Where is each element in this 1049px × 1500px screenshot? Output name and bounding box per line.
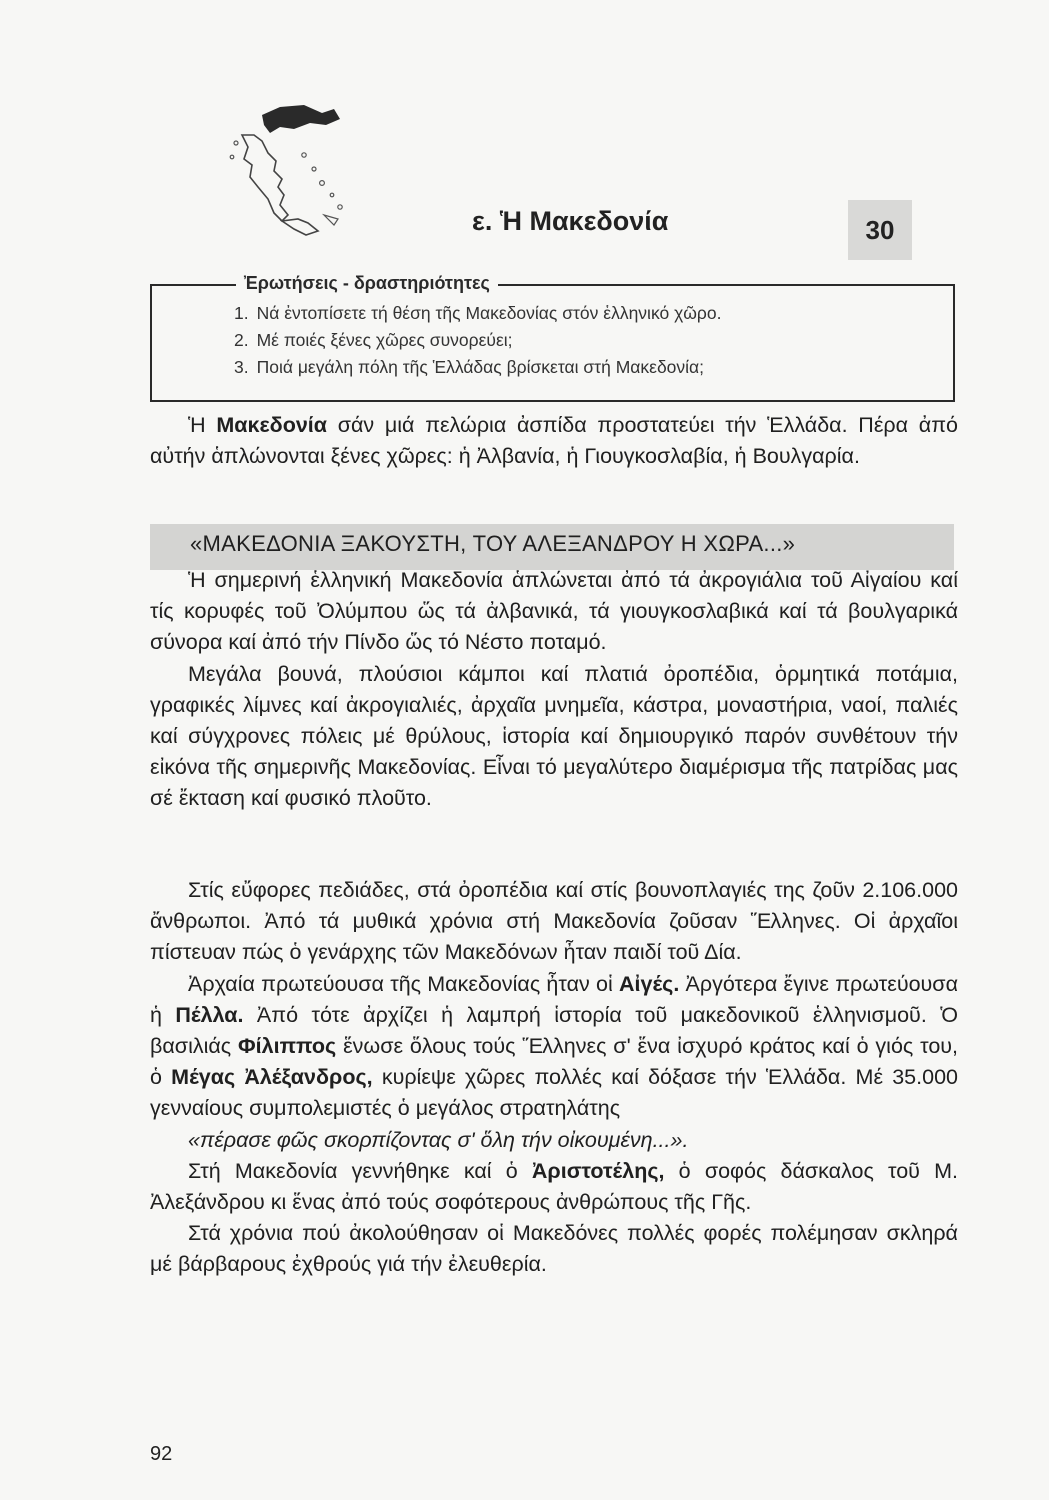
paragraph: Ἡ σημερινή ἑλληνική Μακεδονία ἁπλώνεται ἀπό τά ἀκρογιάλια τοῦ Αἰγαίου καί τίς κορυφές τοῦ Ὀλύμπου ὥς τά ἀλβανικά, τά γιουγκοσλαβικά καί τά βουλγαρικά σύνορα καί ἀπό τήν Πίνδο ὥς τό Νέστο ποταμό. xyxy=(150,568,958,655)
question-item: 3. Ποιά μεγάλη πόλη τῆς Ἑλλάδας βρίσκεται στή Μακεδονία; xyxy=(234,357,705,377)
questions-box xyxy=(150,273,955,402)
body-text-2 xyxy=(150,875,958,1281)
questions-heading: Ἐρωτήσεις - δραστηριότητες xyxy=(236,273,498,294)
greece-map-icon xyxy=(222,95,362,245)
section-heading: «ΜΑΚΕΔΟΝΙΑ ΞΑΚΟΥΣΤΗ, ΤΟΥ ΑΛΕΞΑΝΔΡΟΥ Η ΧΩΡΑ...» xyxy=(190,531,796,556)
lesson-title: ε. Ἡ Μακεδονία xyxy=(472,206,669,236)
quote: «πέρασε φῶς σκορπίζοντας σ' ὅλη τήν οἰκουμένη...». xyxy=(188,1127,689,1152)
question-item: 2. Μέ ποιές ξένες χῶρες συνορεύει; xyxy=(234,330,513,350)
question-item: 1. Νά ἐντοπίσετε τή θέση τῆς Μακεδονίας στόν ἑλληνικό χῶρο. xyxy=(234,303,722,323)
paragraph: Στίς εὔφορες πεδιάδες, στά ὀροπέδια καί στίς βουνοπλαγιές της ζοῦν 2.106.000 ἄνθρωποι. Ἀπό τά μυθικά χρόνια στή Μακεδονία ζοῦσαν Ἕλληνες. Οἱ ἀρχαῖοι πίστευαν πώς ὁ γενάρχης τῶν Μακεδόνων ἦταν παιδί τοῦ Δία. xyxy=(150,878,958,965)
body-text-1 xyxy=(150,565,958,815)
paragraph: Στά χρόνια πού ἀκολούθησαν οἱ Μακεδόνες πολλές φορές πολέμησαν σκληρά μέ βάρβαρους ἐχθρούς γιά τήν ἐλευθερία. xyxy=(150,1221,958,1277)
lesson-number-badge: 30 xyxy=(848,200,912,260)
paragraph: Ἀρχαία πρωτεύουσα τῆς Μακεδονίας ἦταν οἱ Αἰγές. Ἀργότερα ἔγινε πρωτεύουσα ἡ Πέλλα. Ἀπό τότε ἀρχίζει ἡ λαμπρή ἱστορία τοῦ μακεδονικοῦ ἑλληνισμοῦ. Ὁ βασιλιάς Φίλιππος ἕνωσε ὅλους τούς Ἕλληνες σ' ἕνα ἰσχυρό κράτος καί ὁ γιός του, ὁ Μέγας Ἀλέξανδρος, κυρίεψε χῶρες πολλές καί δόξασε τήν Ἑλλάδα. Μέ 35.000 γενναίους συμπολεμιστές ὁ μεγάλος στρατηλάτης xyxy=(150,971,959,1121)
page-number: 92 xyxy=(150,1443,173,1465)
questions-list xyxy=(234,300,721,381)
paragraph: Μεγάλα βουνά, πλούσιοι κάμποι καί πλατιά ὀροπέδια, ὁρμητικά ποτάμια, γραφικές λίμνες καί ἀκρογιαλιές, ἀρχαῖα μνημεῖα, κάστρα, μοναστήρια, ναοί, παλιές καί σύγχρονες πόλεις μέ θρύλους, ἱστορία καί δημιουργικό παρόν συνθέτουν τήν εἰκόνα τῆς σημερινῆς Μακεδονίας. Εἶναι τό μεγαλύτερο διαμέρισμα τῆς πατρίδας μας σέ ἔκταση καί φυσικό πλοῦτο. xyxy=(150,661,958,811)
intro-paragraph: Ἡ Μακεδονία σάν μιά πελώρια ἀσπίδα προστατεύει τήν Ἑλλάδα. Πέρα ἀπό αὐτήν ἁπλώνονται ξένες χῶρες: ἡ Ἀλβανία, ἡ Γιουγκοσλαβία, ἡ Βουλγαρία. xyxy=(150,413,958,469)
paragraph: Στή Μακεδονία γεννήθηκε καί ὁ Ἀριστοτέλης, ὁ σοφός δάσκαλος τοῦ Μ. Ἀλεξάνδρου κι ἕνας ἀπό τούς σοφότερους ἀνθρώπους τῆς Γῆς. xyxy=(150,1158,958,1215)
section-banner xyxy=(150,524,954,570)
